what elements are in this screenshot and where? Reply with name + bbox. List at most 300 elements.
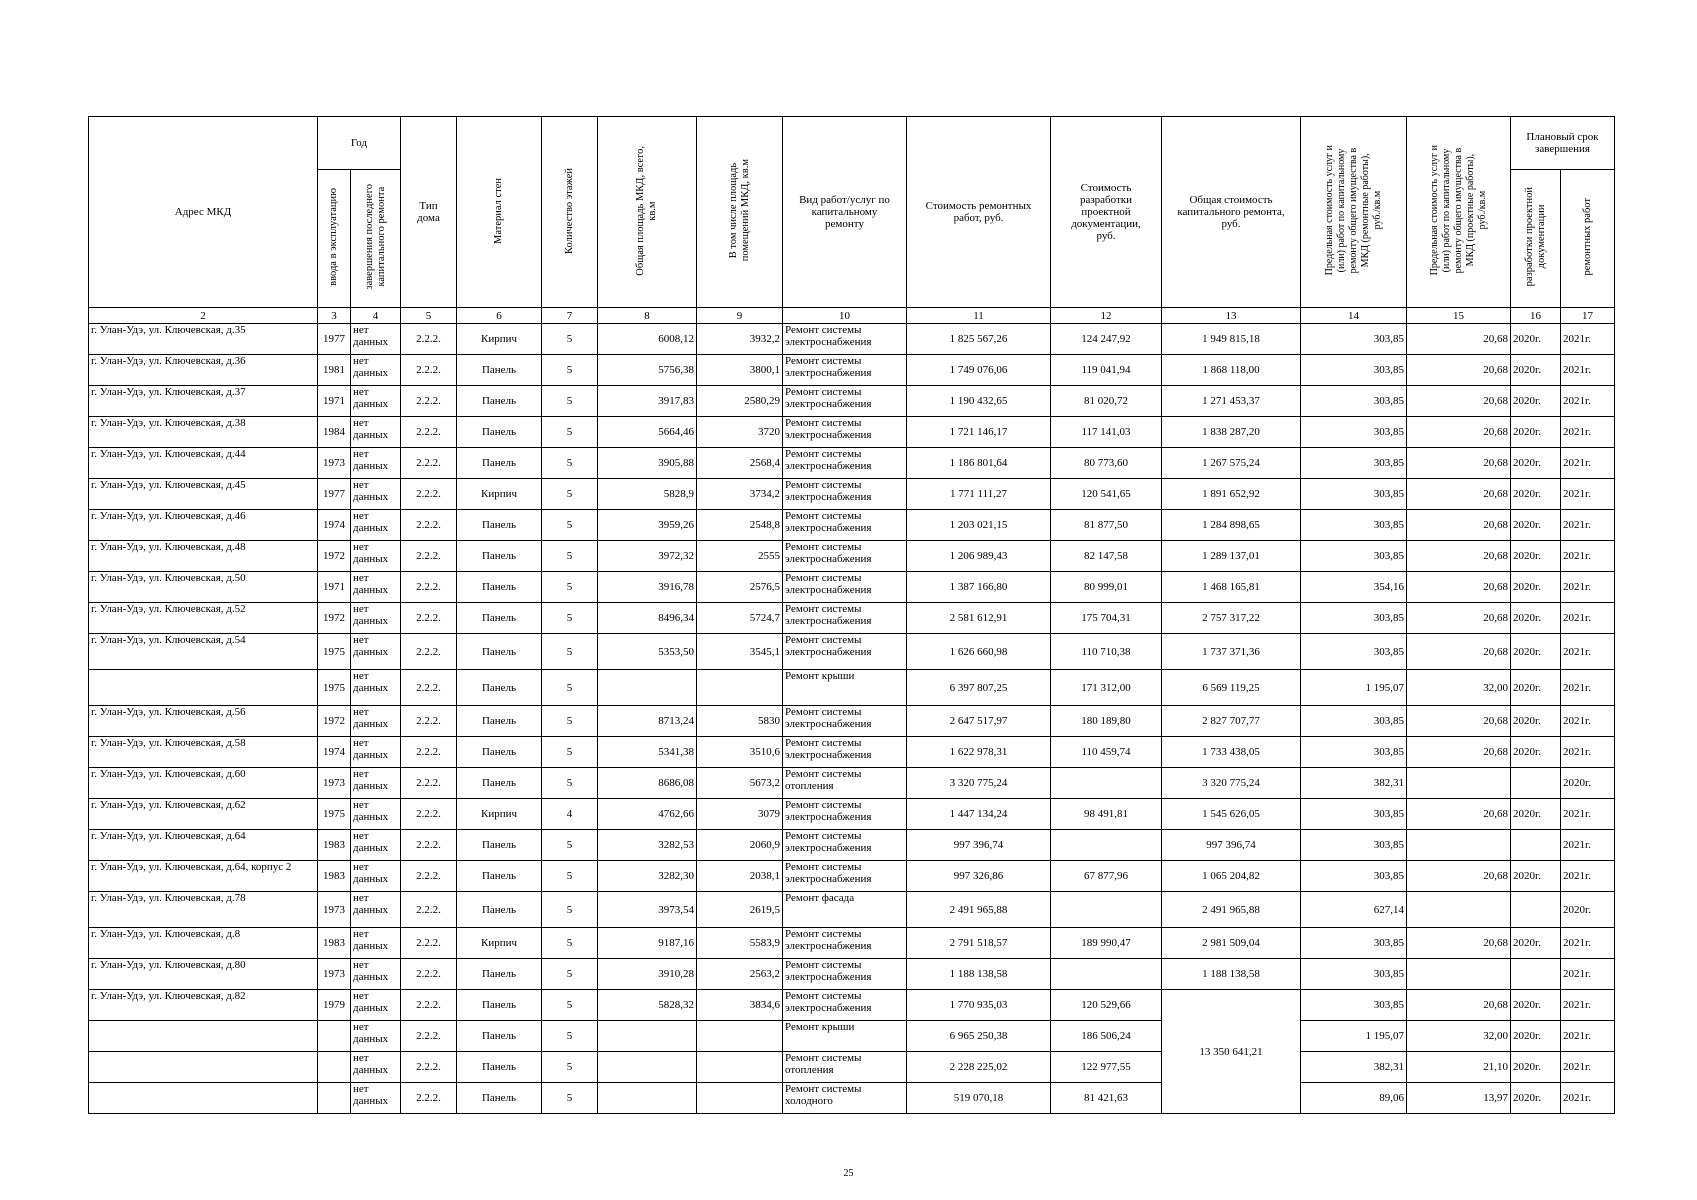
total-cost-cell: 1 737 371,36 [1162, 634, 1301, 670]
total-area-cell: 3282,30 [598, 861, 697, 892]
last-repair-cell: нет данных [351, 670, 401, 706]
work-type-cell: Ремонт системы электроснабжения [783, 959, 907, 990]
table-row [89, 892, 1615, 928]
term-repair-cell: 2021г. [1561, 861, 1615, 892]
term-repair-cell: 2021г. [1561, 417, 1615, 448]
premises-area-cell: 2060,9 [697, 830, 783, 861]
design-cost-cell: 117 141,03 [1051, 417, 1162, 448]
repair-cost-cell: 1 190 432,65 [907, 386, 1051, 417]
year-cell: 1972 [318, 541, 351, 572]
floors-cell: 5 [542, 324, 598, 355]
premises-area-cell: 3510,6 [697, 737, 783, 768]
work-type-cell: Ремонт системы электроснабжения [783, 479, 907, 510]
address-cell [89, 1052, 318, 1083]
last-repair-cell: нет данных [351, 479, 401, 510]
column-number: 10 [783, 308, 907, 324]
table-row [89, 990, 1615, 1021]
address-cell: г. Улан-Удэ, ул. Ключевская, д.56 [89, 706, 318, 737]
design-cost-cell: 67 877,96 [1051, 861, 1162, 892]
floors-cell: 4 [542, 799, 598, 830]
design-cost-cell: 98 491,81 [1051, 799, 1162, 830]
header-term-design: разработки проектной документации [1523, 187, 1547, 287]
total-area-cell: 9187,16 [598, 928, 697, 959]
term-design-cell: 2020г. [1511, 928, 1561, 959]
limit-design-cell: 20,68 [1407, 603, 1511, 634]
material-cell: Панель [457, 737, 542, 768]
work-type-cell: Ремонт системы отопления [783, 768, 907, 799]
header-limit-design: Предельная стоимость услуг и (или) работ по капитальному ремонту общего имущества в МКД (проектные работы), руб./кв.м [1428, 145, 1488, 276]
limit-repair-cell: 1 195,07 [1301, 670, 1407, 706]
term-repair-cell: 2021г. [1561, 603, 1615, 634]
total-area-cell: 3973,54 [598, 892, 697, 928]
term-design-cell: 2020г. [1511, 448, 1561, 479]
header-limit-repair: Предельная стоимость услуг и (или) работ по капитальному ремонту общего имущества в МКД (ремонтные работы), руб./кв.м [1323, 145, 1383, 276]
limit-design-cell: 20,68 [1407, 479, 1511, 510]
column-number: 14 [1301, 308, 1407, 324]
table-row [89, 1083, 1615, 1114]
term-repair-cell: 2021г. [1561, 634, 1615, 670]
material-cell: Панель [457, 1021, 542, 1052]
header-year: Год [318, 117, 401, 170]
material-cell: Панель [457, 417, 542, 448]
term-repair-cell: 2020г. [1561, 892, 1615, 928]
address-cell: г. Улан-Удэ, ул. Ключевская, д.52 [89, 603, 318, 634]
material-cell: Панель [457, 670, 542, 706]
limit-design-cell: 20,68 [1407, 324, 1511, 355]
address-cell: г. Улан-Удэ, ул. Ключевская, д.64 [89, 830, 318, 861]
limit-design-cell: 20,68 [1407, 990, 1511, 1021]
term-repair-cell: 2021г. [1561, 737, 1615, 768]
header-planned-term: Плановый срок завершения [1511, 117, 1615, 170]
table-row [89, 706, 1615, 737]
last-repair-cell: нет данных [351, 799, 401, 830]
column-number: 11 [907, 308, 1051, 324]
house-type-cell: 2.2.2. [401, 706, 457, 737]
floors-cell: 5 [542, 572, 598, 603]
design-cost-cell: 82 147,58 [1051, 541, 1162, 572]
year-cell: 1983 [318, 861, 351, 892]
house-type-cell: 2.2.2. [401, 861, 457, 892]
limit-repair-cell: 303,85 [1301, 603, 1407, 634]
total-area-cell [598, 1021, 697, 1052]
address-cell [89, 1021, 318, 1052]
floors-cell: 5 [542, 417, 598, 448]
premises-area-cell: 2576,5 [697, 572, 783, 603]
column-number: 3 [318, 308, 351, 324]
total-cost-cell: 1 949 815,18 [1162, 324, 1301, 355]
table-row [89, 386, 1615, 417]
term-repair-cell: 2021г. [1561, 1021, 1615, 1052]
total-area-cell: 3972,32 [598, 541, 697, 572]
work-type-cell: Ремонт системы электроснабжения [783, 510, 907, 541]
total-cost-cell: 13 350 641,21 [1162, 990, 1301, 1114]
address-cell: г. Улан-Удэ, ул. Ключевская, д.80 [89, 959, 318, 990]
year-cell: 1975 [318, 634, 351, 670]
term-design-cell: 2020г. [1511, 1052, 1561, 1083]
material-cell: Панель [457, 634, 542, 670]
table-row [89, 448, 1615, 479]
total-cost-cell: 1 267 575,24 [1162, 448, 1301, 479]
floors-cell: 5 [542, 1052, 598, 1083]
limit-repair-cell: 303,85 [1301, 799, 1407, 830]
term-repair-cell: 2021г. [1561, 448, 1615, 479]
design-cost-cell: 122 977,55 [1051, 1052, 1162, 1083]
header-floors: Количество этажей [563, 167, 575, 254]
limit-repair-cell: 303,85 [1301, 830, 1407, 861]
limit-design-cell [1407, 959, 1511, 990]
limit-design-cell: 21,10 [1407, 1052, 1511, 1083]
last-repair-cell: нет данных [351, 572, 401, 603]
total-area-cell: 3959,26 [598, 510, 697, 541]
address-cell: г. Улан-Удэ, ул. Ключевская, д.8 [89, 928, 318, 959]
total-area-cell: 3917,83 [598, 386, 697, 417]
house-type-cell: 2.2.2. [401, 959, 457, 990]
repair-cost-cell: 997 396,74 [907, 830, 1051, 861]
address-cell: г. Улан-Удэ, ул. Ключевская, д.50 [89, 572, 318, 603]
total-cost-cell: 6 569 119,25 [1162, 670, 1301, 706]
header-total-area: Общая площадь МКД, всего, кв.м [635, 145, 658, 276]
design-cost-cell: 171 312,00 [1051, 670, 1162, 706]
repair-cost-cell: 2 791 518,57 [907, 928, 1051, 959]
work-type-cell: Ремонт системы электроснабжения [783, 417, 907, 448]
table-row [89, 737, 1615, 768]
material-cell: Панель [457, 1052, 542, 1083]
page-number: 25 [843, 1168, 854, 1179]
work-type-cell: Ремонт системы электроснабжения [783, 861, 907, 892]
address-cell: г. Улан-Удэ, ул. Ключевская, д.58 [89, 737, 318, 768]
design-cost-cell: 81 421,63 [1051, 1083, 1162, 1114]
total-area-cell: 3910,28 [598, 959, 697, 990]
last-repair-cell: нет данных [351, 1083, 401, 1114]
address-cell: г. Улан-Удэ, ул. Ключевская, д.82 [89, 990, 318, 1021]
premises-area-cell: 2619,5 [697, 892, 783, 928]
premises-area-cell: 5724,7 [697, 603, 783, 634]
design-cost-cell: 80 773,60 [1051, 448, 1162, 479]
limit-design-cell: 20,68 [1407, 737, 1511, 768]
year-cell: 1973 [318, 448, 351, 479]
address-cell [89, 1083, 318, 1114]
work-type-cell: Ремонт крыши [783, 670, 907, 706]
design-cost-cell: 81 877,50 [1051, 510, 1162, 541]
premises-area-cell [697, 1083, 783, 1114]
repair-cost-cell: 1 622 978,31 [907, 737, 1051, 768]
material-cell: Кирпич [457, 928, 542, 959]
total-area-cell: 5341,38 [598, 737, 697, 768]
house-type-cell: 2.2.2. [401, 1021, 457, 1052]
term-design-cell: 2020г. [1511, 1083, 1561, 1114]
term-design-cell: 2020г. [1511, 706, 1561, 737]
material-cell: Панель [457, 706, 542, 737]
repair-cost-cell: 2 228 225,02 [907, 1052, 1051, 1083]
material-cell: Кирпич [457, 479, 542, 510]
design-cost-cell: 186 506,24 [1051, 1021, 1162, 1052]
limit-repair-cell: 382,31 [1301, 1052, 1407, 1083]
column-number: 12 [1051, 308, 1162, 324]
repair-cost-cell: 1 387 166,80 [907, 572, 1051, 603]
limit-repair-cell: 303,85 [1301, 386, 1407, 417]
total-area-cell [598, 1083, 697, 1114]
limit-design-cell: 20,68 [1407, 355, 1511, 386]
term-design-cell: 2020г. [1511, 1021, 1561, 1052]
material-cell: Панель [457, 1083, 542, 1114]
total-cost-cell: 1 284 898,65 [1162, 510, 1301, 541]
table-body [89, 324, 1615, 1114]
last-repair-cell: нет данных [351, 324, 401, 355]
house-type-cell: 2.2.2. [401, 448, 457, 479]
work-type-cell: Ремонт системы электроснабжения [783, 830, 907, 861]
term-design-cell [1511, 830, 1561, 861]
address-cell: г. Улан-Удэ, ул. Ключевская, д.78 [89, 892, 318, 928]
term-design-cell: 2020г. [1511, 990, 1561, 1021]
total-area-cell: 8686,08 [598, 768, 697, 799]
year-cell: 1984 [318, 417, 351, 448]
year-cell: 1973 [318, 768, 351, 799]
floors-cell: 5 [542, 990, 598, 1021]
last-repair-cell: нет данных [351, 1021, 401, 1052]
floors-cell: 5 [542, 479, 598, 510]
header-premises-area: В том числе площадь помещений МКД, кв.м [727, 159, 751, 262]
repair-cost-cell: 519 070,18 [907, 1083, 1051, 1114]
limit-design-cell: 20,68 [1407, 541, 1511, 572]
table-row [89, 1052, 1615, 1083]
total-cost-cell: 1 468 165,81 [1162, 572, 1301, 603]
term-design-cell: 2020г. [1511, 355, 1561, 386]
year-cell: 1974 [318, 510, 351, 541]
last-repair-cell: нет данных [351, 737, 401, 768]
term-design-cell: 2020г. [1511, 737, 1561, 768]
premises-area-cell: 2555 [697, 541, 783, 572]
header-house-type: Тип дома [401, 117, 457, 308]
repair-cost-cell: 997 326,86 [907, 861, 1051, 892]
limit-repair-cell: 1 195,07 [1301, 1021, 1407, 1052]
year-cell: 1983 [318, 928, 351, 959]
term-design-cell: 2020г. [1511, 324, 1561, 355]
limit-repair-cell: 303,85 [1301, 541, 1407, 572]
limit-repair-cell: 303,85 [1301, 510, 1407, 541]
work-type-cell: Ремонт системы холодного [783, 1083, 907, 1114]
design-cost-cell: 80 999,01 [1051, 572, 1162, 603]
design-cost-cell: 120 529,66 [1051, 990, 1162, 1021]
floors-cell: 5 [542, 892, 598, 928]
last-repair-cell: нет данных [351, 861, 401, 892]
column-number: 7 [542, 308, 598, 324]
total-area-cell: 5664,46 [598, 417, 697, 448]
term-repair-cell: 2021г. [1561, 572, 1615, 603]
limit-design-cell: 20,68 [1407, 572, 1511, 603]
total-area-cell: 3916,78 [598, 572, 697, 603]
address-cell: г. Улан-Удэ, ул. Ключевская, д.54 [89, 634, 318, 670]
total-area-cell: 5828,32 [598, 990, 697, 1021]
last-repair-cell: нет данных [351, 768, 401, 799]
term-design-cell: 2020г. [1511, 670, 1561, 706]
house-type-cell: 2.2.2. [401, 1083, 457, 1114]
term-repair-cell: 2021г. [1561, 541, 1615, 572]
premises-area-cell: 2038,1 [697, 861, 783, 892]
repair-cost-cell: 1 188 138,58 [907, 959, 1051, 990]
work-type-cell: Ремонт системы электроснабжения [783, 448, 907, 479]
repair-cost-cell: 1 186 801,64 [907, 448, 1051, 479]
term-repair-cell: 2021г. [1561, 959, 1615, 990]
term-design-cell: 2020г. [1511, 603, 1561, 634]
table-row [89, 572, 1615, 603]
material-cell: Панель [457, 861, 542, 892]
last-repair-cell: нет данных [351, 830, 401, 861]
last-repair-cell: нет данных [351, 541, 401, 572]
column-number: 6 [457, 308, 542, 324]
term-design-cell: 2020г. [1511, 799, 1561, 830]
house-type-cell: 2.2.2. [401, 603, 457, 634]
table-row [89, 799, 1615, 830]
house-type-cell: 2.2.2. [401, 541, 457, 572]
material-cell: Панель [457, 959, 542, 990]
limit-design-cell: 20,68 [1407, 861, 1511, 892]
work-type-cell: Ремонт системы электроснабжения [783, 990, 907, 1021]
year-cell: 1972 [318, 706, 351, 737]
column-number: 17 [1561, 308, 1615, 324]
term-repair-cell: 2021г. [1561, 799, 1615, 830]
repair-cost-cell: 1 447 134,24 [907, 799, 1051, 830]
address-cell: г. Улан-Удэ, ул. Ключевская, д.62 [89, 799, 318, 830]
limit-repair-cell: 303,85 [1301, 990, 1407, 1021]
design-cost-cell: 120 541,65 [1051, 479, 1162, 510]
work-type-cell: Ремонт системы электроснабжения [783, 706, 907, 737]
house-type-cell: 2.2.2. [401, 670, 457, 706]
table-row [89, 324, 1615, 355]
house-type-cell: 2.2.2. [401, 479, 457, 510]
total-area-cell: 3905,88 [598, 448, 697, 479]
term-design-cell: 2020г. [1511, 634, 1561, 670]
table-row [89, 541, 1615, 572]
total-cost-cell: 1 868 118,00 [1162, 355, 1301, 386]
design-cost-cell [1051, 892, 1162, 928]
table-row [89, 861, 1615, 892]
total-cost-cell: 1 733 438,05 [1162, 737, 1301, 768]
floors-cell: 5 [542, 928, 598, 959]
term-repair-cell: 2021г. [1561, 928, 1615, 959]
address-cell: г. Улан-Удэ, ул. Ключевская, д.35 [89, 324, 318, 355]
house-type-cell: 2.2.2. [401, 510, 457, 541]
design-cost-cell: 124 247,92 [1051, 324, 1162, 355]
house-type-cell: 2.2.2. [401, 928, 457, 959]
last-repair-cell: нет данных [351, 1052, 401, 1083]
premises-area-cell: 2548,8 [697, 510, 783, 541]
house-type-cell: 2.2.2. [401, 990, 457, 1021]
table-row [89, 959, 1615, 990]
year-cell: 1977 [318, 324, 351, 355]
address-cell: г. Улан-Удэ, ул. Ключевская, д.38 [89, 417, 318, 448]
work-type-cell: Ремонт системы электроснабжения [783, 386, 907, 417]
year-cell: 1973 [318, 892, 351, 928]
floors-cell: 5 [542, 634, 598, 670]
last-repair-cell: нет данных [351, 634, 401, 670]
repair-cost-cell: 1 203 021,15 [907, 510, 1051, 541]
year-cell [318, 1021, 351, 1052]
limit-design-cell: 20,68 [1407, 386, 1511, 417]
header-total-cost: Общая стоимость капитального ремонта, руб. [1162, 117, 1301, 308]
term-repair-cell: 2021г. [1561, 830, 1615, 861]
premises-area-cell [697, 1021, 783, 1052]
limit-design-cell [1407, 892, 1511, 928]
limit-repair-cell: 303,85 [1301, 706, 1407, 737]
house-type-cell: 2.2.2. [401, 324, 457, 355]
term-design-cell [1511, 892, 1561, 928]
header-term-repair: ремонтных работ [1581, 198, 1593, 276]
total-area-cell: 5756,38 [598, 355, 697, 386]
limit-repair-cell: 303,85 [1301, 737, 1407, 768]
total-area-cell: 3282,53 [598, 830, 697, 861]
header-design-cost: Стоимость разработки проектной документации, руб. [1051, 117, 1162, 308]
year-cell: 1975 [318, 799, 351, 830]
repair-cost-cell: 1 626 660,98 [907, 634, 1051, 670]
total-area-cell: 6008,12 [598, 324, 697, 355]
floors-cell: 5 [542, 510, 598, 541]
premises-area-cell: 3834,6 [697, 990, 783, 1021]
last-repair-cell: нет данных [351, 928, 401, 959]
floors-cell: 5 [542, 448, 598, 479]
year-cell: 1974 [318, 737, 351, 768]
address-cell: г. Улан-Удэ, ул. Ключевская, д.46 [89, 510, 318, 541]
year-cell: 1971 [318, 386, 351, 417]
term-repair-cell: 2021г. [1561, 706, 1615, 737]
table-header [89, 117, 1615, 324]
limit-design-cell: 32,00 [1407, 670, 1511, 706]
table-row [89, 1021, 1615, 1052]
header-work-type: Вид работ/услуг по капитальному ремонту [783, 117, 907, 308]
work-type-cell: Ремонт системы электроснабжения [783, 355, 907, 386]
total-cost-cell: 1 065 204,82 [1162, 861, 1301, 892]
last-repair-cell: нет данных [351, 706, 401, 737]
house-type-cell: 2.2.2. [401, 355, 457, 386]
premises-area-cell [697, 670, 783, 706]
table-row [89, 355, 1615, 386]
header-repair-cost: Стоимость ремонтных работ, руб. [907, 117, 1051, 308]
house-type-cell: 2.2.2. [401, 386, 457, 417]
premises-area-cell [697, 1052, 783, 1083]
limit-design-cell: 20,68 [1407, 706, 1511, 737]
limit-repair-cell: 303,85 [1301, 479, 1407, 510]
design-cost-cell: 110 459,74 [1051, 737, 1162, 768]
address-cell: г. Улан-Удэ, ул. Ключевская, д.48 [89, 541, 318, 572]
limit-design-cell: 20,68 [1407, 448, 1511, 479]
total-area-cell: 5828,9 [598, 479, 697, 510]
house-type-cell: 2.2.2. [401, 830, 457, 861]
repair-cost-cell: 6 397 807,25 [907, 670, 1051, 706]
last-repair-cell: нет данных [351, 892, 401, 928]
house-type-cell: 2.2.2. [401, 737, 457, 768]
address-cell: г. Улан-Удэ, ул. Ключевская, д.37 [89, 386, 318, 417]
term-repair-cell: 2021г. [1561, 1083, 1615, 1114]
year-cell: 1975 [318, 670, 351, 706]
limit-repair-cell: 303,85 [1301, 861, 1407, 892]
last-repair-cell: нет данных [351, 959, 401, 990]
total-cost-cell: 2 491 965,88 [1162, 892, 1301, 928]
term-repair-cell: 2021г. [1561, 1052, 1615, 1083]
work-type-cell: Ремонт системы электроснабжения [783, 603, 907, 634]
total-cost-cell: 2 827 707,77 [1162, 706, 1301, 737]
header-year-last-repair: завершения последнего капитального ремонта [363, 184, 387, 290]
last-repair-cell: нет данных [351, 603, 401, 634]
material-cell: Панель [457, 386, 542, 417]
year-cell: 1979 [318, 990, 351, 1021]
column-number: 4 [351, 308, 401, 324]
total-cost-cell: 2 757 317,22 [1162, 603, 1301, 634]
limit-design-cell [1407, 830, 1511, 861]
floors-cell: 5 [542, 706, 598, 737]
term-design-cell: 2020г. [1511, 861, 1561, 892]
limit-repair-cell: 354,16 [1301, 572, 1407, 603]
repair-cost-cell: 1 749 076,06 [907, 355, 1051, 386]
year-cell: 1971 [318, 572, 351, 603]
